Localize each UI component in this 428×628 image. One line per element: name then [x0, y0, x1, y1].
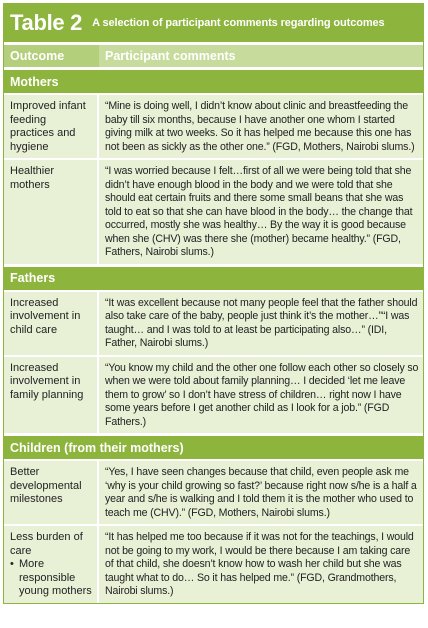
table-title-banner — [4, 4, 423, 42]
outcome-bullet — [10, 558, 93, 599]
outcome-cell: Increased involvement in family planning — [4, 357, 99, 434]
outcome-bullet-text: More responsible young mothers — [19, 558, 92, 597]
outcome-cell: Healthier mothers — [4, 160, 99, 264]
comments-table — [3, 3, 424, 604]
comment-cell: “Yes, I have seen changes because that child, even people ask me ‘why is your child growing so fast?’ because right now s/he is a half a year and s/he is walking and I told them it is the mother who used to teach me (CHV).” (FGD, Mothers, Nairobi slums.) — [105, 466, 417, 519]
section-header-fathers: Fathers — [4, 264, 423, 290]
comment-cell: “You know my child and the other one follow each other so closely so when we were told about family planning… I decided ‘let me leave them to grow’ so I don’t have stress of children… right now I have some years before I get another child as I look for a job.” (FGD Fathers.) — [105, 361, 419, 428]
comment-cell: “It has helped me too because if it was not for the teachings, I would not be going to my work, I would be there because I am taking care of that child, she doesn’t know how to wash her child but she was taught what to do… So it has helped me.” (FGD, Grandmothers, Nairobi slums.) — [105, 531, 414, 597]
comment-cell: “I was worried because I felt…first of all we were being told that she didn’t have enough blood in the body and we were told that she should eat certain fruits and there some small beans that she was told to eat so that she can have blood in the body… the change that occurred, mostly she was healthy… By the way it is good because when she (CHV) was there she (mother) became healthy.” (FGD, Fathers, Nairobi slums.) — [105, 165, 413, 258]
column-header-row — [4, 45, 423, 67]
outcome-text: Less burden of care — [10, 531, 83, 557]
table-row — [4, 158, 423, 264]
section-header-children: Children (from their mothers) — [4, 433, 423, 459]
table-row — [4, 290, 423, 355]
table-caption: A selection of participant comments regarding outcomes — [92, 17, 385, 29]
table-row — [4, 93, 423, 158]
table-number: Table 2 — [10, 10, 83, 35]
section-header-mothers: Mothers — [4, 67, 423, 93]
comment-cell: “Mine is doing well, I didn’t know about clinic and breastfeeding the baby till six months, because I have another one whom I started giving milk at two weeks. So it has helped me because this one has not been as sickly as the other one.” (FGD, Mothers, Nairobi slums.) — [105, 100, 415, 153]
table-row — [4, 459, 423, 524]
outcome-cell — [4, 526, 99, 603]
table-row — [4, 355, 423, 434]
column-header-comments: Participant comments — [105, 49, 236, 63]
bullet-icon: • — [10, 558, 14, 570]
outcome-cell: Better developmental milestones — [4, 461, 99, 524]
comment-cell: “It was excellent because not many people feel that the father should also take care of the baby, people just think it’s the mother…”“I was taught… and I was told to at least be participating also…” (IDI, Father, Nairobi slums.) — [105, 296, 418, 349]
column-header-outcome: Outcome — [4, 45, 99, 67]
outcome-cell: Increased involvement in child care — [4, 292, 99, 355]
table-row — [4, 524, 423, 603]
outcome-cell: Improved infant feeding practices and hygiene — [4, 95, 99, 158]
